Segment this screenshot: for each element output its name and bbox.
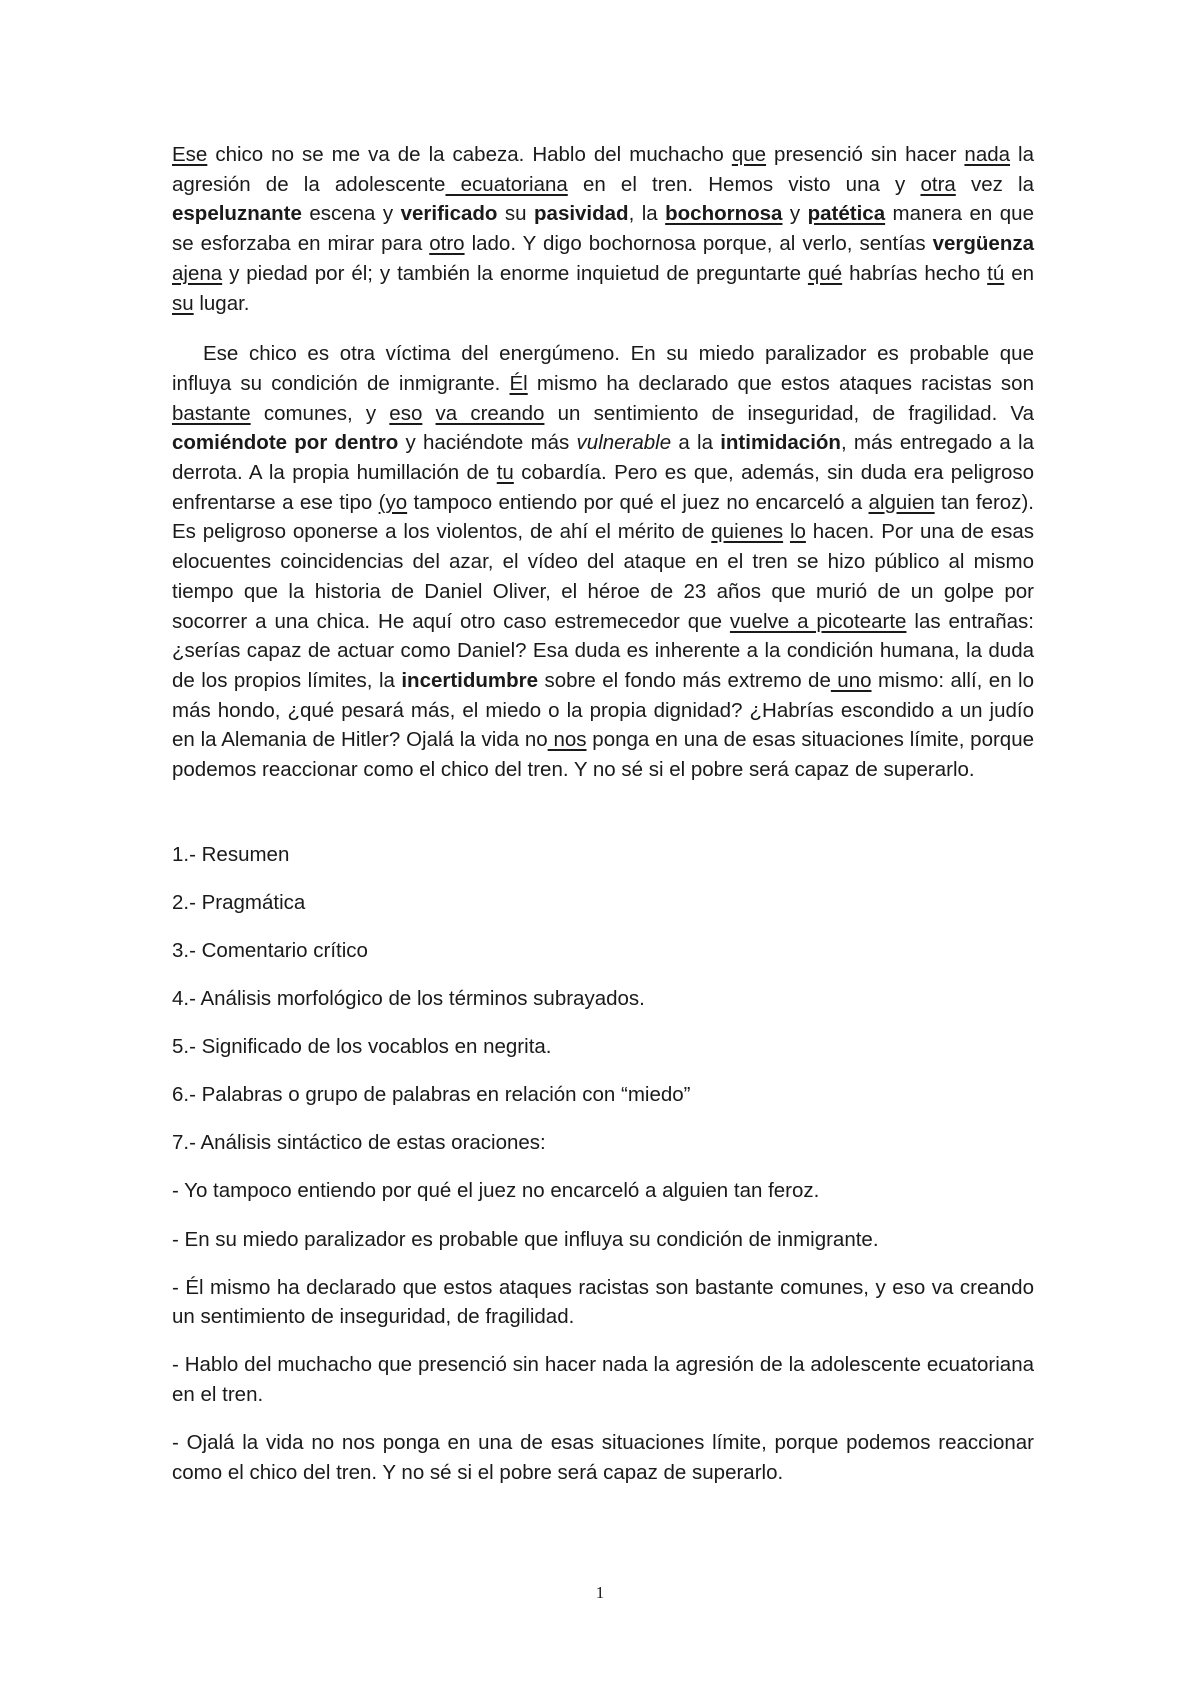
- underlined-term: su: [172, 291, 194, 315]
- bold-term: verificado: [400, 202, 498, 226]
- bold-term: comiéndote por dentro: [172, 431, 399, 455]
- exercise-list: [172, 840, 1034, 1488]
- sentence-2: - En su miedo paralizador es probable que influya su condición de inmigrante.: [172, 1227, 879, 1251]
- underlined-term: tú: [987, 261, 1005, 285]
- underlined-term: patética: [807, 202, 886, 226]
- sentence-4: - Hablo del muchacho que presenció sin hacer nada la agresión de la adolescente ecuatoriana en el tren.: [172, 1353, 1034, 1407]
- underlined-term: va creando: [435, 401, 545, 425]
- paragraph-1: Ese chico no se me va de la cabeza. Hablo del muchacho que presenció sin hacer nada la agresión de la adolescente ecuatoriana en el tren. Hemos visto una y otra vez la espeluznante escena y verificado su pasividad, la bochornosa y patética manera en que se esforzaba en mirar para otro lado. Y digo bochornosa porque, al verlo, sentías vergüenza ajena y piedad por él; y también la enorme inquietud de preguntarte qué habrías hecho tú en su lugar.: [172, 143, 1034, 315]
- underlined-term: eso: [389, 401, 423, 425]
- underlined-term: bochornosa: [665, 202, 783, 226]
- underlined-term: vuelve a picotearte: [729, 609, 907, 633]
- bold-term: incertidumbre: [401, 668, 539, 692]
- bold-term: pasividad: [534, 202, 629, 226]
- underlined-term: uno: [830, 668, 872, 692]
- article-text: [172, 140, 1034, 785]
- underlined-term: qué: [807, 261, 843, 285]
- sentence-5: - Ojalá la vida no nos ponga en una de esas situaciones límite, porque podemos reaccionar como el chico del tren. Y no sé si el pobre será capaz de superarlo.: [172, 1431, 1034, 1484]
- underlined-term: otra: [920, 172, 956, 196]
- question-1: 1.- Resumen: [172, 842, 290, 866]
- underlined-term: otro: [429, 232, 465, 256]
- question-3: 3.- Comentario crítico: [172, 938, 368, 962]
- underlined-term: quienes: [711, 520, 784, 544]
- underlined-term: Él: [509, 371, 528, 395]
- underlined-term: ecuatoriana: [445, 172, 568, 196]
- document-page: [172, 140, 1034, 1506]
- question-6: 6.- Palabras o grupo de palabras en relación con “miedo”: [172, 1083, 691, 1107]
- underlined-term: bastante: [172, 401, 251, 425]
- page-number: 1: [595, 1583, 605, 1602]
- underlined-term: tu: [496, 461, 514, 485]
- question-4: 4.- Análisis morfológico de los términos subrayados.: [172, 987, 645, 1011]
- underlined-term: (yo: [378, 490, 408, 514]
- question-7: 7.- Análisis sintáctico de estas oraciones:: [172, 1131, 546, 1155]
- underlined-term: lo: [789, 520, 806, 544]
- underlined-term: que: [731, 143, 767, 166]
- underlined-term: nos: [547, 728, 587, 752]
- sentence-3: - Él mismo ha declarado que estos ataques racistas son bastante comunes, y eso va creando un sentimiento de inseguridad, de fragilidad.: [172, 1275, 1034, 1329]
- bold-term: intimidación: [720, 431, 841, 455]
- question-2: 2.- Pragmática: [172, 890, 306, 914]
- underlined-term: nada: [964, 143, 1011, 166]
- underlined-term: ajena: [172, 261, 223, 285]
- paragraph-2: Ese chico es otra víctima del energúmeno. En su miedo paralizador es probable que influya su condición de inmigrante. Él mismo ha declarado que estos ataques racistas son bastante comunes, y eso va creando un sentimiento de inseguridad, de fragilidad. Va comiéndote por dentro y haciéndote más vulnerable a la intimidación, más entregado a la derrota. A la propia humillación de tu cobardía. Pero es que, además, sin duda era peligroso enfrentarse a ese tipo (yo tampoco entiendo por qué el juez no encarceló a alguien tan feroz). Es peligroso oponerse a los violentos, de ahí el mérito de quienes lo hacen. Por una de esas elocuentes coincidencias del azar, el vídeo del ataque en el tren se hizo público al mismo tiempo que la historia de Daniel Oliver, el héroe de 23 años que murió de un golpe por socorrer a una chica. He aquí otro caso estremecedor que vuelve a picotearte las entrañas: ¿serías capaz de actuar como Daniel? Esa duda es inherente a la condición humana, la duda de los propios límites, la incertidumbre sobre el fondo más extremo de uno mismo: allí, en lo más hondo, ¿qué pesará más, el miedo o la propia dignidad? ¿Habrías escondido a un judío en la Alemania de Hitler? Ojalá la vida no nos ponga en una de esas situaciones límite, porque podemos reaccionar como el chico del tren. Y no sé si el pobre será capaz de superarlo.: [172, 342, 1035, 782]
- question-5: 5.- Significado de los vocablos en negrita.: [172, 1035, 552, 1059]
- italic-term: vulnerable: [576, 431, 672, 455]
- bold-term: espeluznante: [172, 202, 302, 226]
- sentence-1: - Yo tampoco entiendo por qué el juez no encarceló a alguien tan feroz.: [172, 1179, 820, 1203]
- bold-term: vergüenza: [932, 232, 1034, 256]
- underlined-term: Ese: [172, 143, 208, 166]
- underlined-term: alguien: [868, 490, 935, 514]
